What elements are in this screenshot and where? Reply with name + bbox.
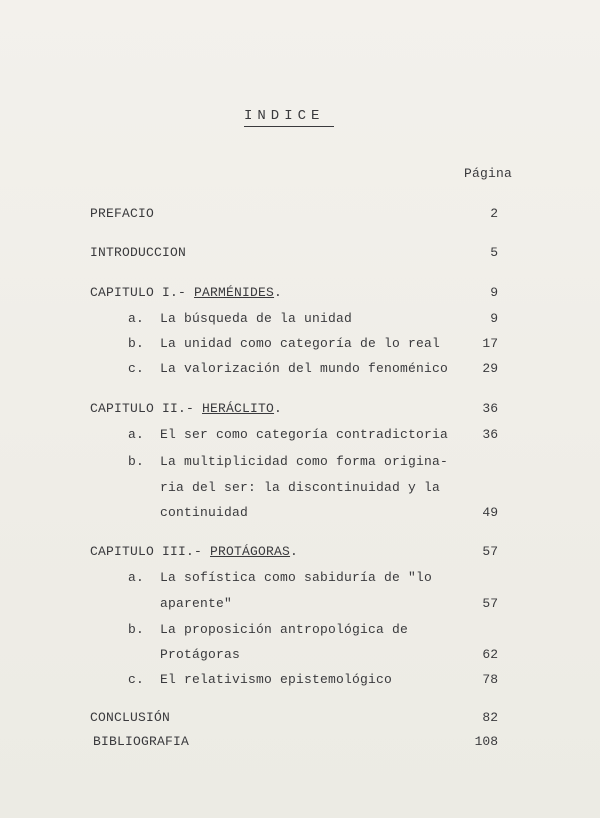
- entry-page: 36: [482, 401, 498, 416]
- subentry-text: La unidad como categoría de lo real: [160, 336, 441, 351]
- entry-conclusion: CONCLUSIÓN: [90, 710, 171, 725]
- chapter-1-heading: [90, 285, 282, 301]
- entry-page: 49: [482, 505, 498, 520]
- subentry-text: La búsqueda de la unidad: [160, 311, 353, 326]
- entry-page: 82: [482, 710, 498, 725]
- entry-page: 57: [482, 544, 498, 559]
- entry-page: 78: [482, 672, 498, 687]
- subentry-letter: a.: [128, 311, 145, 326]
- entry-prefacio: PREFACIO: [90, 206, 155, 221]
- subentry-letter: b.: [128, 622, 145, 637]
- subentry-letter: a.: [128, 570, 145, 585]
- page-column-header: Página: [464, 166, 513, 181]
- entry-page: 2: [490, 206, 498, 221]
- subentry-letter: c.: [128, 361, 145, 376]
- subentry-text: ria del ser: la discontinuidad y la: [160, 480, 441, 495]
- chapter-title: PARMÉNIDES: [194, 285, 275, 300]
- subentry-text: aparente": [160, 596, 233, 611]
- entry-page: 62: [482, 647, 498, 662]
- entry-introduccion: INTRODUCCION: [90, 245, 187, 260]
- subentry-letter: b.: [128, 454, 145, 469]
- subentry-letter: c.: [128, 672, 145, 687]
- subentry-letter: a.: [128, 427, 145, 442]
- chapter-label: CAPITULO III.-: [90, 544, 211, 559]
- entry-page: 108: [474, 734, 498, 749]
- subentry-text: La valorización del mundo fenoménico: [160, 361, 449, 376]
- subentry-text: La multiplicidad como forma origina-: [160, 454, 449, 469]
- entry-bibliografia: BIBLIOGRAFIA: [93, 734, 190, 749]
- entry-page: 29: [482, 361, 498, 376]
- subentry-text: La proposición antropológica de: [160, 622, 409, 637]
- subentry-letter: b.: [128, 336, 145, 351]
- entry-page: 17: [482, 336, 498, 351]
- title-underline: [244, 126, 334, 127]
- chapter-suffix: .: [274, 285, 283, 300]
- entry-page: 57: [482, 596, 498, 611]
- chapter-label: CAPITULO I.-: [90, 285, 195, 300]
- chapter-2-heading: [90, 401, 282, 417]
- chapter-label: CAPITULO II.-: [90, 401, 203, 416]
- chapter-suffix: .: [274, 401, 283, 416]
- subentry-text: continuidad: [160, 505, 249, 520]
- chapter-title: HERÁCLITO: [202, 401, 275, 416]
- entry-page: 9: [490, 285, 498, 300]
- entry-page: 36: [482, 427, 498, 442]
- subentry-text: La sofística como sabiduría de "lo: [160, 570, 433, 585]
- index-title: INDICE: [244, 108, 325, 124]
- entry-page: 9: [490, 311, 498, 326]
- entry-page: 5: [490, 245, 498, 260]
- chapter-3-heading: [90, 544, 298, 560]
- subentry-text: El ser como categoría contradictoria: [160, 427, 449, 442]
- chapter-title: PROTÁGORAS: [210, 544, 291, 559]
- chapter-suffix: .: [290, 544, 299, 559]
- subentry-text: Protágoras: [160, 647, 241, 662]
- subentry-text: El relativismo epistemológico: [160, 672, 393, 687]
